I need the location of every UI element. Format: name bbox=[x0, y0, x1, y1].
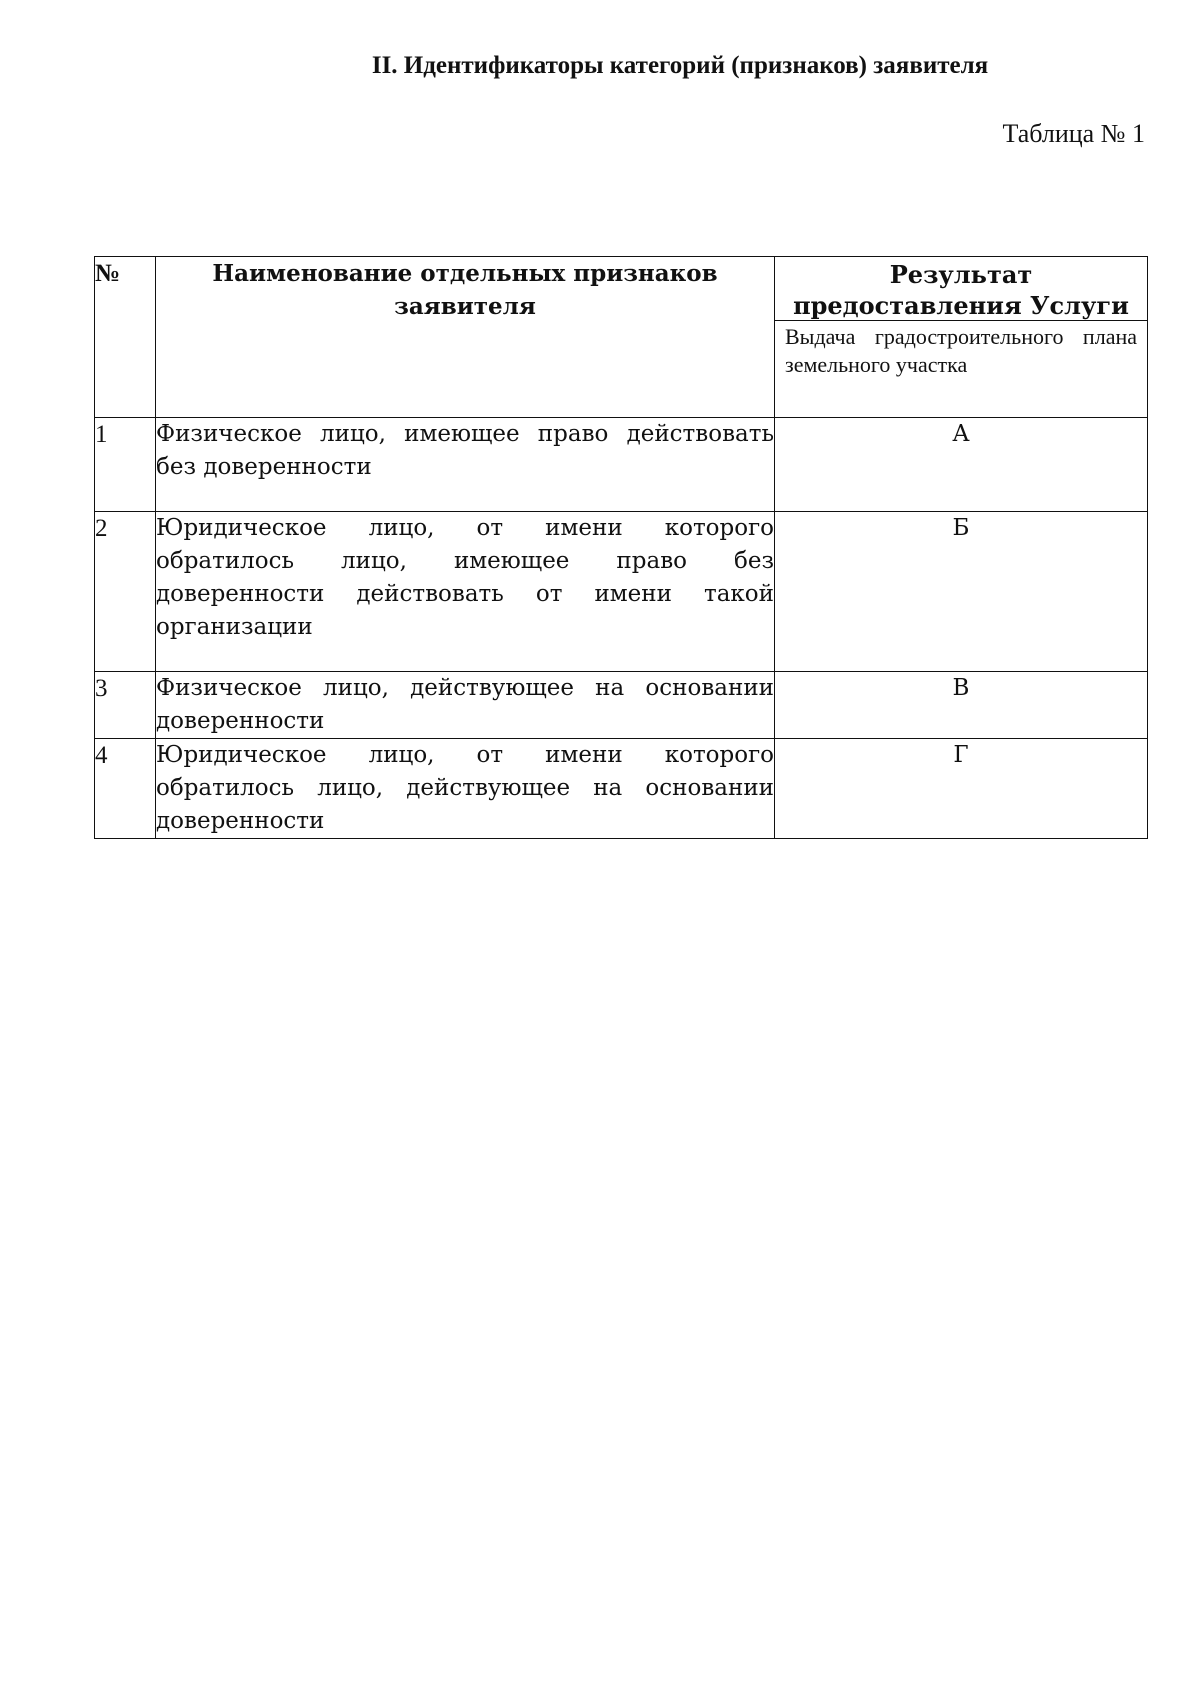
row-name: Юридическое лицо, от имени которого обратилось лицо, имеющее право без доверенности действовать от имени такой организации bbox=[156, 512, 775, 672]
table-row bbox=[95, 512, 1148, 672]
section-title: II. Идентификаторы категорий (признаков) заявителя bbox=[371, 52, 989, 79]
table-caption: Таблица № 1 bbox=[1002, 119, 1145, 148]
row-code: Б bbox=[775, 512, 1148, 672]
row-num: 1 bbox=[95, 418, 156, 512]
row-name: Физическое лицо, имеющее право действовать без доверенности bbox=[156, 418, 775, 512]
row-num: 2 bbox=[95, 512, 156, 672]
applicant-categories-table bbox=[94, 256, 1148, 839]
header-name: Наименование отдельных признаков заявителя bbox=[156, 257, 775, 418]
row-code: Г bbox=[775, 739, 1148, 839]
row-code: В bbox=[775, 672, 1148, 739]
table-row bbox=[95, 739, 1148, 839]
table-row bbox=[95, 418, 1148, 512]
header-num: № bbox=[95, 257, 156, 418]
header-result-title: Результат предоставления Услуги bbox=[775, 257, 1147, 321]
row-num: 3 bbox=[95, 672, 156, 739]
table-row bbox=[95, 672, 1148, 739]
header-result-subtitle: Выдача градостроительного плана земельного участка bbox=[785, 324, 1137, 377]
row-num: 4 bbox=[95, 739, 156, 839]
row-name: Юридическое лицо, от имени которого обратилось лицо, действующее на основании доверенности bbox=[156, 739, 775, 839]
row-name: Физическое лицо, действующее на основании доверенности bbox=[156, 672, 775, 739]
table-header-row bbox=[95, 257, 1148, 418]
row-code: А bbox=[775, 418, 1148, 512]
header-result bbox=[775, 257, 1148, 418]
